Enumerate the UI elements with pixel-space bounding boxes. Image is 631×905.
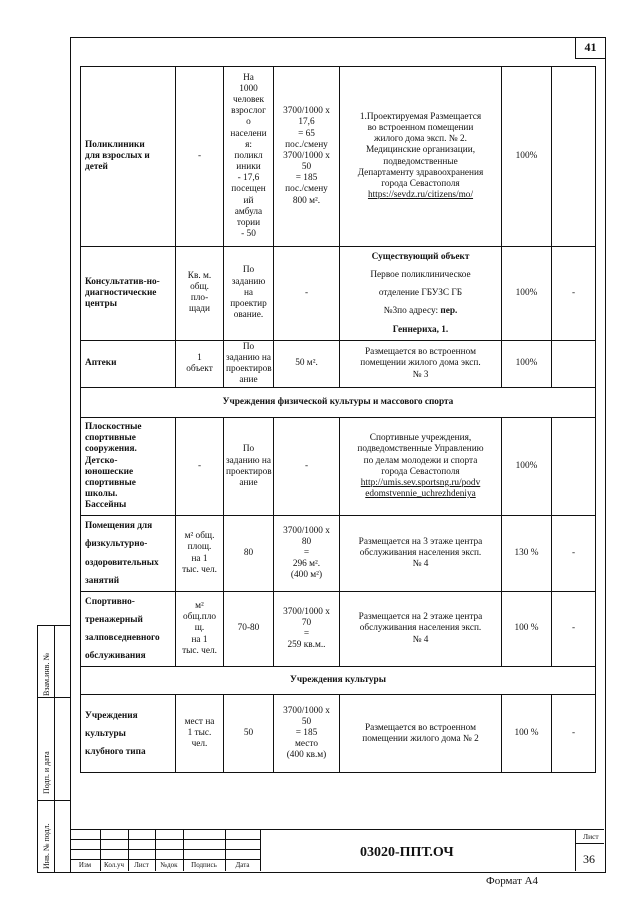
facility-name-cell: [81, 695, 176, 773]
cell-line: Спортивные учреждения,: [369, 433, 472, 444]
percent-cell: [502, 591, 552, 667]
cell-line: культуры: [85, 728, 126, 739]
cell-line: 1: [197, 352, 202, 363]
cell-line: 100%: [515, 287, 538, 298]
unit-cell: [176, 67, 224, 247]
cell-line: Кв. м.: [187, 271, 212, 281]
cell-line: 3700/1000 х: [283, 106, 330, 117]
cell-line: 100%: [515, 461, 538, 472]
inv-vzam-label: Взам.инв. №: [42, 652, 51, 696]
cell-line: 130 %: [514, 547, 539, 558]
cell-line: = 185: [295, 173, 318, 184]
cell-line: сооружения.: [85, 444, 137, 455]
cell-line: амбула: [234, 206, 263, 217]
cell-line: №3по адресу:: [383, 306, 439, 317]
placement-cell: [340, 695, 502, 773]
cell-line: пос./смену: [285, 139, 328, 150]
cell-line: = 185: [295, 728, 318, 739]
cell-line: обслуживания населения эксп.: [359, 623, 482, 634]
cell-line: По: [242, 265, 255, 276]
cell-line: тыс. чел.: [182, 645, 217, 656]
percent-cell: [502, 67, 552, 247]
cell-line: общ.пло: [182, 612, 217, 623]
sheet-label: Лист: [583, 832, 599, 841]
norm-cell: [224, 247, 274, 341]
page-number: 41: [575, 37, 605, 59]
cell-line: для взрослых и: [85, 150, 150, 161]
cell-line: Медицинские организации,: [365, 145, 476, 156]
paper-format: Формат А4: [486, 875, 539, 887]
cell-line: -: [304, 287, 309, 298]
cell-line: диагностические: [85, 287, 157, 298]
cell-line: обслуживания населения эксп.: [359, 547, 482, 558]
cell-line: м² общ.: [184, 531, 215, 542]
cell-line: заданию на: [226, 455, 271, 466]
norm-cell: [224, 67, 274, 247]
cell-line: -: [304, 461, 309, 472]
cell-line: заданию на: [226, 352, 271, 363]
facility-name-cell: [81, 591, 176, 667]
cell-line: на 1: [191, 553, 208, 564]
cell-line: 1 тыс.: [187, 728, 212, 739]
cell-line: заданию: [231, 276, 266, 287]
cell-line: Плоскостные: [85, 422, 142, 433]
cell-line: общ.: [190, 282, 209, 293]
inv-podl-label: Инв. № подл.: [42, 823, 51, 869]
section-row: [81, 388, 596, 418]
extra-cell: [552, 340, 596, 388]
table-row: [81, 516, 596, 592]
table-row: [81, 340, 596, 388]
cell-line: Помещения для: [85, 521, 153, 532]
percent-cell: [502, 247, 552, 341]
cell-line: тыс. чел.: [182, 564, 217, 575]
cell-line: ий: [243, 195, 254, 206]
cell-line: -: [571, 287, 576, 298]
cell-line: во встроенном помещении: [367, 123, 474, 134]
cell-line: (400 кв.м): [286, 750, 327, 761]
cell-line: http://umis.sev.sportsng.ru/podv: [360, 477, 481, 488]
col-label-ndok: №док: [160, 861, 178, 869]
extra-cell: [552, 591, 596, 667]
cell-line: взрослог: [231, 106, 266, 117]
extra-cell: [552, 247, 596, 341]
cell-line: юношеские: [85, 466, 134, 477]
cell-line: 259 кв.м..: [287, 640, 326, 651]
cell-line: школы.: [85, 489, 118, 500]
norm-cell: [224, 418, 274, 516]
cell-line: 17,6: [298, 117, 315, 128]
col-label-kolvo: Кол.уч: [104, 861, 124, 869]
cell-line: мест на: [184, 717, 215, 728]
table-row: [81, 695, 596, 773]
cell-line: - 50: [241, 229, 256, 240]
cell-line: Размещается на 2 этаже центра: [358, 612, 483, 623]
calc-cell: [274, 247, 340, 341]
unit-cell: [176, 418, 224, 516]
facility-name-cell: [81, 67, 176, 247]
percent-cell: [502, 695, 552, 773]
extra-cell: [552, 516, 596, 592]
cell-line: Геннериха, 1.: [392, 324, 449, 335]
cell-line: чел.: [191, 739, 208, 750]
cell-line: подведомственные: [383, 156, 458, 167]
norms-table: [80, 66, 596, 773]
percent-cell: [502, 418, 552, 516]
unit-cell: [176, 591, 224, 667]
placement-cell: [340, 591, 502, 667]
facility-name-cell: [81, 247, 176, 341]
placement-cell: [340, 516, 502, 592]
cell-line: проектир: [230, 298, 267, 309]
cell-line: помещении жилого дома № 2: [362, 733, 479, 744]
cell-line: площ.: [187, 542, 212, 553]
section-culture-heading: Учреждения культуры: [81, 667, 596, 695]
cell-line: 100 %: [514, 728, 539, 739]
cell-line: Первое поликлиническое: [370, 270, 471, 281]
extra-cell: [552, 67, 596, 247]
cell-line: о: [246, 117, 251, 128]
calc-cell: [274, 516, 340, 592]
cell-line: № 4: [412, 559, 429, 570]
cell-line: 80: [301, 536, 312, 547]
cell-line: 3700/1000 х: [283, 525, 330, 536]
cell-line: = 65: [298, 128, 315, 139]
cell-line: обслуживания: [85, 651, 146, 662]
cell-line: иники: [236, 162, 261, 173]
facility-name-cell: [81, 516, 176, 592]
table-row: [81, 591, 596, 667]
col-label-izm: Изм: [78, 861, 92, 869]
cell-line: Учреждения: [85, 710, 138, 721]
calc-cell: [274, 340, 340, 388]
cell-line: помещении жилого дома эксп.: [360, 358, 481, 369]
cell-line: оздоровительных: [85, 557, 159, 568]
cell-line: -: [571, 623, 576, 634]
cell-line: 296 м².: [292, 559, 321, 570]
cell-line: пло-: [190, 293, 209, 304]
cell-line: Размещается во встроенном: [365, 347, 476, 358]
norm-cell: [224, 591, 274, 667]
cell-line: № 3: [412, 369, 429, 380]
cell-line: 3700/1000 х: [283, 705, 330, 716]
cell-line: проектиров: [226, 363, 272, 374]
placement-cell: [340, 247, 502, 341]
cell-line: посещен: [231, 184, 266, 195]
cell-line: 1000: [239, 83, 258, 94]
cell-line: 70-80: [237, 623, 260, 634]
cell-line: № 4: [412, 634, 429, 645]
cell-line: 800 м².: [292, 195, 321, 206]
cell-line: 70: [301, 617, 312, 628]
cell-line: 50: [301, 717, 312, 728]
cell-line: на: [243, 287, 254, 298]
calc-cell: [274, 418, 340, 516]
cell-line: проектиров: [226, 466, 272, 477]
cell-line: объект: [186, 363, 213, 374]
norm-cell: [224, 516, 274, 592]
cell-line: -: [197, 461, 202, 472]
cell-line: 3700/1000 х: [283, 150, 330, 161]
cell-line: Поликлиники: [85, 139, 145, 150]
cell-line: 1.Проектируемая Размещается: [359, 111, 482, 122]
percent-cell: [502, 516, 552, 592]
facility-name-cell: [81, 340, 176, 388]
cell-line: клубного типа: [85, 746, 146, 757]
cell-line: ование.: [233, 310, 264, 321]
table-row: [81, 418, 596, 516]
cell-line: 50: [243, 728, 254, 739]
document-code: 03020-ППТ.ОЧ: [360, 845, 454, 860]
section-row: [81, 667, 596, 695]
cell-line: https://sevdz.ru/citizens/mo/: [367, 189, 474, 200]
norm-cell: [224, 340, 274, 388]
placement-cell: [340, 67, 502, 247]
cell-line: я:: [245, 139, 252, 150]
cell-line: физкультурно-: [85, 539, 148, 550]
cell-line: ание: [239, 477, 258, 488]
sheet-number: 36: [583, 852, 595, 866]
calc-cell: [274, 591, 340, 667]
extra-cell: [552, 418, 596, 516]
cell-line: 100 %: [514, 623, 539, 634]
cell-line: По: [242, 341, 255, 352]
extra-cell: [552, 695, 596, 773]
cell-line: на 1: [191, 634, 208, 645]
side-stamp: [37, 625, 71, 873]
cell-line: -: [571, 728, 576, 739]
cell-line: поликл: [234, 150, 263, 161]
cell-line: - 17,6: [237, 173, 260, 184]
address-bold: пер.: [440, 306, 458, 317]
cell-line: пос./смену: [285, 184, 328, 195]
cell-line: Размещается во встроенном: [365, 722, 476, 733]
unit-cell: [176, 516, 224, 592]
cell-line: Бассейны: [85, 500, 127, 511]
unit-cell: [176, 247, 224, 341]
cell-line: тории: [236, 217, 261, 228]
cell-line: отделение ГБУЗС ГБ: [378, 288, 463, 299]
cell-line: 100%: [515, 358, 538, 369]
cell-line: детей: [85, 162, 108, 173]
cell-line: Существующий объект: [371, 252, 470, 262]
cell-line: На: [243, 72, 254, 83]
cell-line: ание: [239, 375, 258, 386]
percent-cell: [502, 340, 552, 388]
cell-line: занятий: [85, 575, 120, 586]
cell-line: населени: [230, 128, 267, 139]
cell-line: По: [242, 444, 255, 455]
cell-line: жилого дома эксп. № 2.: [374, 134, 467, 145]
col-label-list: Лист: [134, 861, 149, 869]
cell-line: Размещается на 3 этаже центра: [358, 536, 483, 547]
cell-line: щади: [189, 304, 210, 315]
cell-line: Консультатив-но-: [85, 276, 160, 287]
cell-line: 50 м².: [295, 358, 318, 369]
cell-line: 50: [301, 162, 312, 173]
cell-line: (400 м²): [290, 570, 323, 581]
cell-line: 3700/1000 х: [283, 606, 330, 617]
cell-line: города Севастополя: [381, 466, 460, 477]
cell-line: подведомственные Управлению: [357, 444, 484, 455]
cell-line: щ.: [194, 623, 205, 634]
unit-cell: [176, 340, 224, 388]
cell-line: тренажерный: [85, 614, 143, 625]
cell-line: центры: [85, 298, 117, 309]
podp-data-label: Подп. и дата: [42, 751, 51, 794]
col-label-data: Дата: [235, 861, 250, 869]
unit-cell: [176, 695, 224, 773]
calc-cell: [274, 67, 340, 247]
cell-line: -: [197, 150, 202, 161]
title-block: [70, 829, 604, 871]
col-label-podpis: Подпись: [191, 861, 217, 869]
facility-name-cell: [81, 418, 176, 516]
cell-line: Спортивно-: [85, 596, 135, 607]
cell-line: место: [295, 739, 318, 750]
table-row: [81, 247, 596, 341]
placement-cell: [340, 340, 502, 388]
cell-line: города Севастополя: [381, 178, 460, 189]
cell-line: edomstvennie_uchrezhdeniya: [365, 489, 476, 500]
cell-line: =: [303, 629, 310, 639]
placement-cell: [340, 418, 502, 516]
cell-line: -: [571, 547, 576, 558]
cell-line: Департаменту здравоохранения: [357, 167, 484, 178]
section-sport-heading: Учреждения физической культуры и массового спорта: [81, 388, 596, 418]
cell-line: Детско-: [85, 455, 118, 466]
cell-line: спортивные: [85, 433, 136, 444]
cell-line: человек: [232, 95, 265, 106]
norm-cell: [224, 695, 274, 773]
cell-line: =: [303, 547, 310, 558]
cell-line: Аптеки: [85, 358, 117, 369]
cell-line: 100%: [515, 150, 538, 161]
cell-line: залповседневного: [85, 633, 160, 643]
cell-line: м²: [195, 601, 204, 612]
cell-line: спортивные: [85, 477, 136, 488]
cell-line: 80: [243, 547, 254, 558]
calc-cell: [274, 695, 340, 773]
table-row: [81, 67, 596, 247]
cell-line: по делам молодежи и спорта: [363, 455, 478, 466]
